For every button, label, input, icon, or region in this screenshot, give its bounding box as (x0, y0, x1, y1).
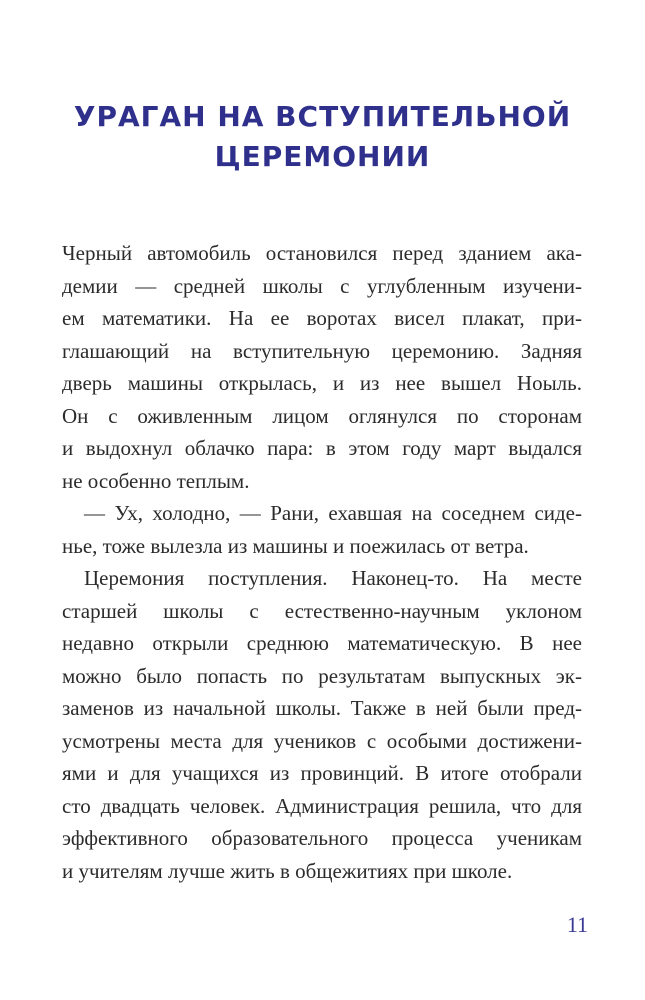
text-line: усмотрены места для учеников с особыми достижени- (62, 728, 582, 753)
text-line: — Ух, холодно, — Рани, ехавшая на соседнем сиде- (84, 501, 582, 525)
text-line: можно было попасть по результатам выпускных эк- (62, 663, 582, 688)
text-line: нье, тоже вылезла из машины и поежилась от ветра. (62, 533, 529, 558)
text-line: сто двадцать человек. Администрация решила, что для (62, 793, 582, 818)
text-line: эффективного образовательного процесса ученикам (62, 826, 582, 850)
text-line: не особенно теплым. (62, 468, 250, 493)
text-line: и учителям лучше жить в общежитиях при школе. (62, 858, 513, 883)
chapter-body (62, 237, 582, 887)
text-line: дверь машины открылась, и из нее вышел Ноыль. (62, 371, 582, 395)
text-line: недавно открыли среднюю математическую. В нее (62, 631, 582, 655)
text-line: глашающий на вступительную церемонию. Задняя (62, 338, 582, 363)
chapter-title-line-1: УРАГАН НА ВСТУПИТЕЛЬНОЙ (73, 99, 572, 133)
page-number: 11 (566, 912, 588, 937)
chapter-title (0, 97, 645, 177)
chapter-title-line-2: ЦЕРЕМОНИИ (214, 139, 431, 173)
text-line: заменов из начальной школы. Также в ней были пред- (62, 696, 582, 720)
text-line: старшей школы с естественно-научным уклоном (62, 598, 582, 623)
text-line: ем математики. На ее воротах висел плакат, при- (62, 306, 582, 330)
text-line: демии — средней школы с углубленным изучени- (62, 273, 582, 298)
text-line: Церемония поступления. Наконец-то. На месте (84, 566, 582, 590)
text-line: и выдохнул облачко пара: в этом году март выдался (62, 436, 582, 460)
text-line: ями и для учащихся из провинций. В итоге отобрали (62, 761, 582, 785)
text-line: Он с оживленным лицом оглянулся по сторонам (62, 403, 582, 428)
text-line: Черный автомобиль остановился перед зданием ака- (62, 241, 582, 265)
